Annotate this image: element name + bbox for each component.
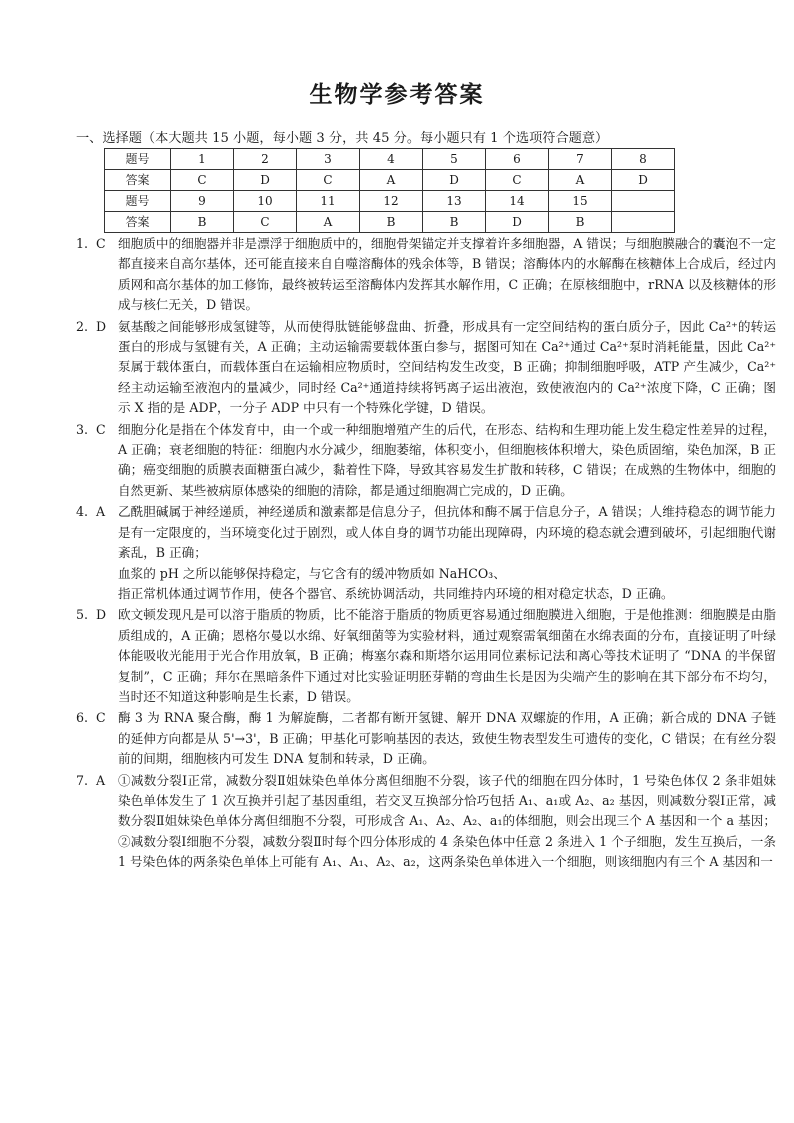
table-cell: B [171,212,234,233]
table-cell: 7 [549,149,612,170]
answer-item-2 [76,317,776,419]
table-cell: 9 [171,191,234,212]
item-answer-letter: C [96,236,106,251]
table-cell: 8 [612,149,675,170]
item-answer-letter: C [96,710,106,726]
table-row [105,170,675,191]
table-cell: 答案 [105,170,171,191]
table-cell [612,191,675,212]
item-number: 4. [76,504,89,520]
table-row [105,149,675,170]
table-cell: A [297,212,360,233]
table-row [105,212,675,233]
item-explanation: 氨基酸之间能够形成氢键等，从而使得肽链能够盘曲、折叠，形成具有一定空间结构的蛋白质分子，因此 Ca²⁺的转运蛋白的形成与氢键有关，A 正确；主动运输需要载体蛋白参与，据图可知在 Ca²⁺通过 Ca²⁺泵时消耗能量，因此 Ca²⁺泵属于载体蛋白，而载体蛋白在运输相应物质时，空间结构发生改变，B 正确；抑制细胞呼吸，ATP 产生减少，Ca²⁺经主动运输至液泡内的量减少，同时经 Ca²⁺通道持续将钙离子运出液泡，致使液泡内的 Ca²⁺浓度下降，C 正确；图示 X 指的是 ADP，一分子 ADP 中只有一个特殊化学键，D 错误。 [118,318,776,416]
page-title: 生物学参考答案 [309,81,485,108]
table-cell: 3 [297,149,360,170]
item-answer-letter: D [96,318,107,334]
table-cell: 5 [423,149,486,170]
table-cell: C [297,170,360,191]
item-answer-letter: D [96,607,107,623]
answer-item-1 [76,234,776,316]
answer-item-6 [76,708,776,769]
item-number: 7. [76,772,89,788]
table-cell: 11 [297,191,360,212]
table-cell: D [234,170,297,191]
table-cell: C [171,170,234,191]
item-answer-letter: C [96,421,106,437]
item-explanation: 细胞分化是指在个体发育中，由一个或一种细胞增殖产生的后代，在形态、结构和生理功能上发生稳定性差异的过程，A 正确；衰老细胞的特征：细胞内水分减少，细胞萎缩，体积变小，但细胞核体积增大，染色质固缩，染色加深，B 正确；癌变细胞的质膜表面糖蛋白减少，黏着性下降，导致其容易发生扩散和转移，C 错误；在成熟的生物体中，细胞的自然更新、某些被病原体感染的细胞的清除，都是通过细胞凋亡完成的，D 正确。 [118,421,776,498]
table-cell: 10 [234,191,297,212]
item-explanation: 乙酰胆碱属于神经递质，神经递质和激素都是信息分子，但抗体和酶不属于信息分子，A 错误；人维持稳态的调节能力是有一定限度的，当环境变化过于剧烈，或人体自身的调节功能出现障碍，内环境的稳态就会遭到破坏，引起细胞代谢紊乱，B 正确； [118,504,776,561]
table-cell: D [423,170,486,191]
item-number: 1. [76,236,89,251]
answer-explanations [76,234,776,874]
table-cell: A [549,170,612,191]
table-cell: 14 [486,191,549,212]
table-cell: B [549,212,612,233]
table-cell: C [234,212,297,233]
table-cell: B [360,212,423,233]
table-cell: 题号 [105,149,171,170]
item-explanation: 细胞质中的细胞器并非是漂浮于细胞质中的，细胞骨架锚定并支撑着许多细胞器，A 错误；与细胞膜融合的囊泡不一定都直接来自高尔基体，还可能直接来自自噬溶酶体的残余体等，B 错误；溶酶体内的水解酶在核糖体上合成后，经过内质网和高尔基体的加工修饰，最终被转运至溶酶体内发挥其水解作用，C 正确；在原核细胞中，rRNA 以及核糖体的形成与核仁无关，D 错误。 [118,236,776,313]
table-cell [612,212,675,233]
table-cell: 6 [486,149,549,170]
table-cell: 2 [234,149,297,170]
item-answer-letter: A [96,772,106,788]
item-number: 5. [76,607,89,623]
table-cell: 15 [549,191,612,212]
item-explanation: ①减数分裂Ⅰ正常，减数分裂Ⅱ姐妹染色单体分离但细胞不分裂，该子代的细胞在四分体时，1 号染色体仅 2 条非姐妹染色单体发生了 1 次互换并引起了基因重组，若交叉互换部分恰巧包括 A₁、a₁或 A₂、a₂ 基因，则减数分裂Ⅰ正常，减数分裂Ⅱ姐妹染色单体分离但细胞不分裂，可形成含 A₁、A₂、A₂、a₁的体细胞，则会出现三个 A 基因和一个 a 基因；②减数分裂Ⅰ细胞不分裂，减数分裂Ⅱ时每个四分体形成的 4 条染色体中任意 2 条进入 1 个子细胞，发生互换后，一条 1 号染色体的两条染色单体上可能有 A₁、A₁、A₂、a₂，这两条染色单体进入一个细胞，则该细胞内有三个 A 基因和一 [118,772,776,870]
item-explanation: 酶 3 为 RNA 聚合酶，酶 1 为解旋酶，二者都有断开氢键、解开 DNA 双螺旋的作用，A 正确；新合成的 DNA 子链的延伸方向都是从 5'→3'，B 正确；甲基化可影响基因的表达，致使生物表型发生可遗传的变化，C 错误；在有丝分裂前的间期，细胞核内可发生 DNA 复制和转录，D 正确。 [118,710,776,767]
item-number: 3. [76,421,89,437]
table-cell: 12 [360,191,423,212]
table-row [105,191,675,212]
answer-table [104,148,675,233]
table-cell: 1 [171,149,234,170]
item-answer-letter: A [96,504,106,520]
item-explanation: 欧文顿发现凡是可以溶于脂质的物质，比不能溶于脂质的物质更容易通过细胞膜进入细胞，于是他推测：细胞膜是由脂质组成的，A 正确；恩格尔曼以水绵、好氧细菌等为实验材料，通过观察需氧细菌在水绵表面的分布，直接证明了叶绿体能吸收光能用于光合作用放氧，B 正确；梅塞尔森和斯塔尔运用同位素标记法和离心等技术证明了 “DNA 的半保留复制”，C 正确；拜尔在黑暗条件下通过对比实验证明胚芽鞘的弯曲生长是因为尖端产生的影响在其下部分布不均匀，当时还不知道这种影响是生长素，D 错误。 [118,607,776,704]
answer-item-4 [76,502,776,604]
table-cell: 13 [423,191,486,212]
item-number: 2. [76,318,89,334]
section-heading: 一、选择题（本大题共 15 小题，每小题 3 分，共 45 分。每小题只有 1 个选项符合题意） [76,131,609,146]
table-cell: B [423,212,486,233]
table-cell: A [360,170,423,191]
table-cell: 答案 [105,212,171,233]
table-cell: D [612,170,675,191]
item-number: 6. [76,710,89,726]
item-explanation: 血浆的 pH 之所以能够保持稳定，与它含有的缓冲物质如 NaHCO₃、 [118,565,506,581]
table-cell: 题号 [105,191,171,212]
answer-item-5 [76,605,776,707]
answer-item-3 [76,420,776,502]
item-explanation: 指正常机体通过调节作用，使各个器官、系统协调活动，共同维持内环境的相对稳定状态，D 正确。 [118,585,674,601]
answer-item-7 [76,771,776,873]
table-cell: 4 [360,149,423,170]
table-cell: C [486,170,549,191]
table-cell: D [486,212,549,233]
